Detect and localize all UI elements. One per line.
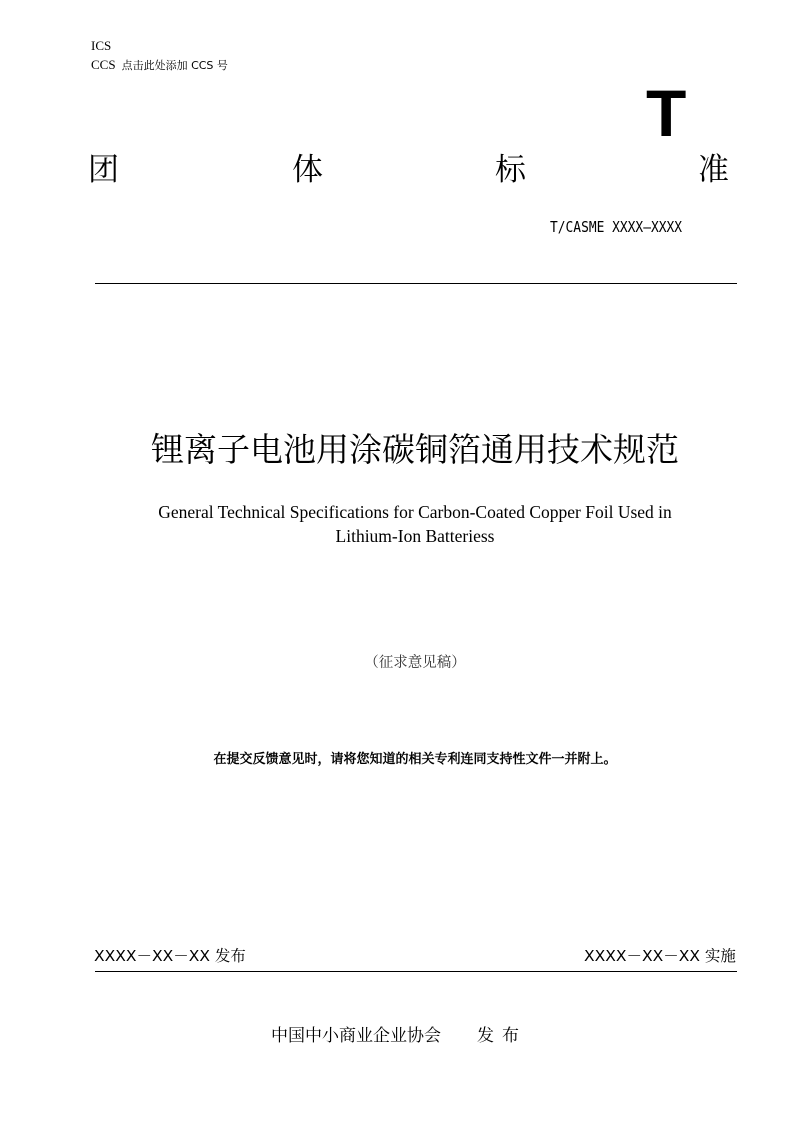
draft-status: （征求意见稿） (364, 655, 466, 671)
ccs-label: CCS (91, 57, 116, 72)
header-divider (95, 283, 737, 284)
standard-type-char-1: 团 (88, 152, 119, 188)
document-title-english (0, 500, 792, 548)
issuer-action: 发布 (477, 1026, 527, 1046)
standard-type-char-3: 标 (495, 152, 526, 188)
english-title-line-1: General Technical Specifications for Carbon-Coated Copper Foil Used in (158, 502, 672, 522)
issuer-organization: 中国中小商业企业协会 (271, 1026, 441, 1046)
standard-type-char-2: 体 (292, 152, 323, 188)
publish-date: XXXX－XX－XX 发布 (94, 947, 246, 965)
ccs-line (91, 57, 228, 73)
standard-type-char-4: 准 (698, 152, 729, 188)
ics-label: ICS (91, 38, 112, 53)
issuer-line (271, 1024, 527, 1048)
ccs-placeholder-field[interactable]: 点击此处添加 CCS 号 (121, 59, 228, 72)
footer-divider (95, 971, 737, 972)
document-title-chinese: 锂离子电池用涂碳铜箔通用技术规范 (151, 430, 679, 469)
standard-mark: T (646, 76, 687, 150)
implement-date: XXXX－XX－XX 实施 (584, 947, 736, 965)
english-title-line-2: Lithium-Ion Batteriess (335, 526, 495, 546)
patent-notice: 在提交反馈意见时，请将您知道的相关专利连同支持性文件一并附上。 (213, 752, 617, 767)
standard-code: T/CASME XXXX—XXXX (550, 218, 683, 236)
